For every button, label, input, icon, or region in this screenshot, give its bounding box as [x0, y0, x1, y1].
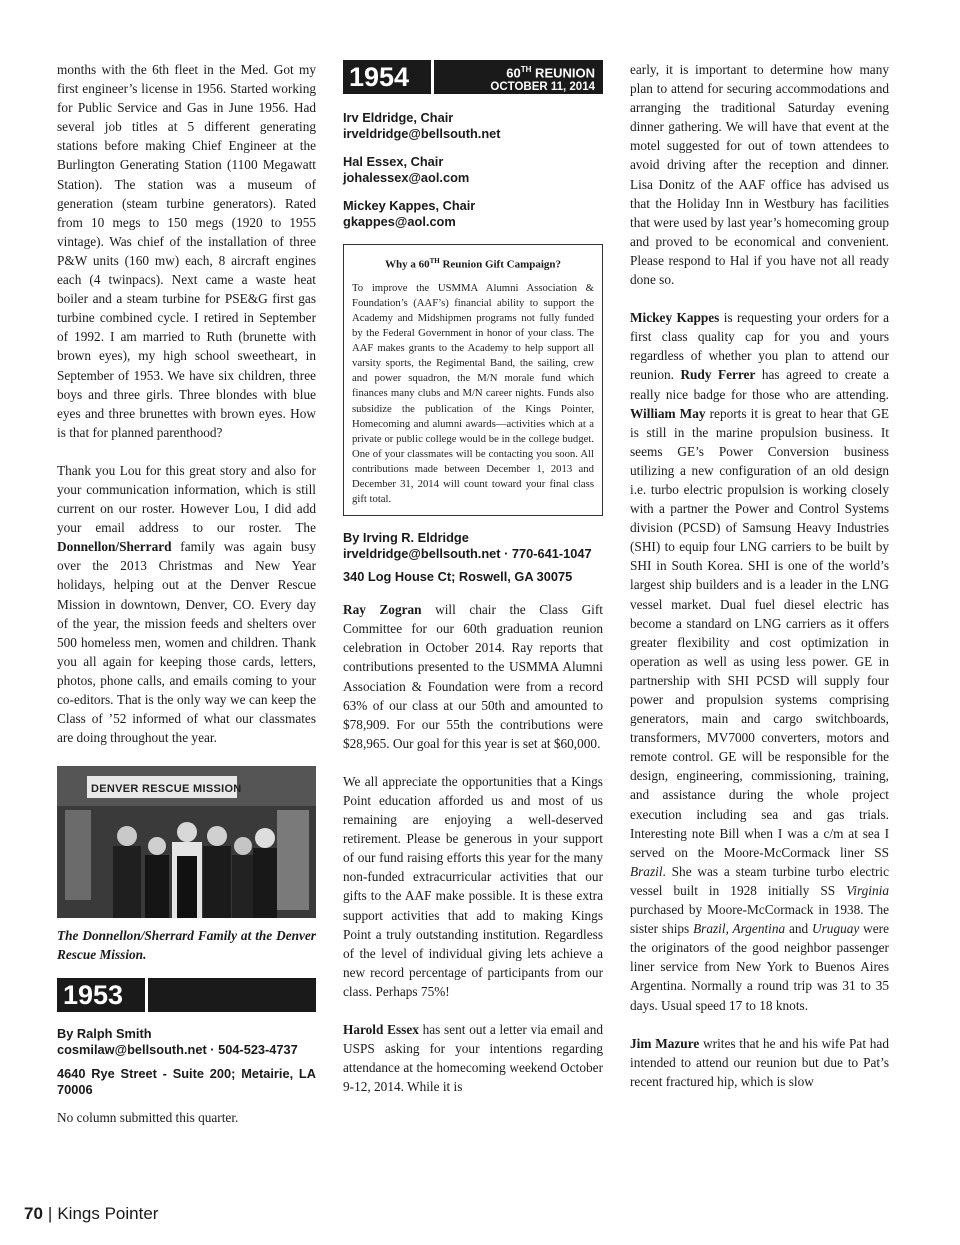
paragraph: months with the 6th fleet in the Med. Got my first engineer’s license in 1956. Started working for Public Service and Gas in June 1956. Had several job titles at 5 different generating stations before making Chief Engineer at the Burlington Generating Station (1100 Megawatt Station). The station was a museum of generation (steam turbine generators). Rated from 10 megs to 150 megs (1920 to 1955 vintage). Was chief of the installation of three P&W units (160 mw) each, 8 aircraft engines each (4 twinpacs). Next came a waste heat boiler and a steam turbine for PSE&G first gas turbine combined cycle. I retired in September of 1992. I am married to Ruth (brunette with brown eyes), my high school sweetheart, in September of 1953. We have six children, three boys and three girls. Three blondes with blue eyes and three brunettes with brown eyes. How is that for planned parenthood?: [57, 62, 316, 440]
address: 4640 Rye Street - Suite 200; Metairie, LA 70006: [57, 1066, 316, 1098]
person-name: Ray Zogran: [343, 602, 422, 618]
paragraph: Jim Mazure writes that he and his wife Pat had intended to attend our reunion but due to Pat’s recent fractured hip, which is slow: [630, 1035, 889, 1089]
person-name: William May: [630, 405, 706, 421]
ship-name: Uruguay: [812, 921, 860, 937]
paragraph: early, it is important to determine how many plan to attend for securing accommodations and arranging the traditional Saturday evening dinner gathering. We will have that event at the motel suggested for out of town attendees to avoid driving after the reception and dinner. Lisa Donitz of the AAF office has advised us that the Holiday Inn in Westbury has facilities that were used by last year’s homecoming group and proved to be economical and convenient. Please respond to Hal if you have not all ready done so.: [630, 62, 889, 288]
reunion-banner: [434, 60, 603, 94]
paragraph: Mickey Kappes is requesting your orders for a first class quality cap for you and yours regardless of whether you plan to attend our reunion. Rudy Ferrer has agreed to create a really nice badge for those who are attending. William May reports it is great to hear that GE is still in the marine propulsion business. It seems GE’s Power Conversion business utilizing a new configuration of an old design i.e. turbo electric propulsion is working closely with a partner the Power and Control Systems division (PCSD) of Samsung Heavy Industries (SHI) to equip four LNG carriers to be built by SHI in South Korea. SHI is one of the world’s largest ship builders and is a leader in the LNG vessel market. Dual fuel diesel electric has become a standard on LNG carriers as it offers greater flexibility and cost optimization in operation as well as using less power. GE in partnership with SHI PCSD will supply four power and propulsion systems comprising generators, main and cargo switchboards, transformers, MV7000 converters, motors and remote control. GE will be responsible for the design, engineering, commissioning, training, and assistance during the whole project execution including sea and gas trials. Interesting note Bill when I was a c/m at sea I served on the Moore-McCormack liner SS Brazil. She was a steam turbine turbo electric vessel built in 1928 initially SS Virginia purchased by Moore-McCormack in 1938. The sister ships Brazil, Argentina and Uruguay were the originators of the good neighbor passenger liner service from New York to Buenos Aires Argentina. Normally a round trip was 31 to 35 days. Usual speed 17 to 18 knots.: [630, 310, 889, 1013]
person-name: Harold Essex: [343, 1022, 419, 1038]
byline: By Irving R. Eldridge: [343, 530, 469, 546]
photo-sign-text: DENVER RESCUE MISSION: [91, 783, 242, 796]
byline: By Ralph Smith: [57, 1026, 152, 1042]
column-3: [630, 60, 889, 1110]
header-bar: [148, 978, 316, 1012]
email-link[interactable]: johalessex@aol.com: [343, 170, 470, 185]
email-link[interactable]: gkappes@aol.com: [343, 214, 456, 229]
column-note: No column submitted this quarter.: [57, 1110, 239, 1126]
reunion-date: OCTOBER 11, 2014: [490, 81, 595, 94]
gift-box-title: Why a 60TH Reunion Gift Campaign?: [384, 257, 562, 271]
email-link[interactable]: irveldridge@bellsouth.net: [343, 126, 501, 141]
publication-name: Kings Pointer: [57, 1204, 159, 1223]
class-year: 1953: [57, 978, 145, 1012]
class-header-1954: [343, 60, 603, 94]
ship-name: Virginia: [846, 882, 889, 898]
class-year: 1954: [343, 60, 431, 94]
person-name: Donnellon/Sherrard: [57, 539, 172, 555]
chair-entry: Irv Eldridge, Chair irveldridge@bellsouth.net: [343, 110, 603, 142]
gift-campaign-box: [343, 244, 603, 516]
ship-name: Brazil: [630, 863, 663, 879]
column-1: [57, 60, 316, 1127]
contact-info: irveldridge@bellsouth.net · 770-641-1047: [343, 546, 592, 562]
ship-name: Brazil, Argentina: [693, 921, 786, 937]
paragraph: Harold Essex has sent out a letter via email and USPS asking for your intentions regarding attendance at the homecoming weekend October 9-12, 2014. While it is: [343, 1022, 603, 1095]
contact-info: cosmilaw@bellsouth.net · 504-523-4737: [57, 1042, 298, 1058]
class-header-1953: [57, 978, 316, 1012]
paragraph: Thank you Lou for this great story and also for your communication information, which is still current on our roster. However Lou, I did add your email address to our roster. The Donnellon/Sherrard family was again busy over the 2013 Christmas and New Year holidays, helping out at the Denver Rescue Mission in downtown, Denver, CO. Every day of the year, the mission feeds and shelters over 500 homeless men, women and children. Thank you all again for keeping those cards, letters, photos, phone calls, and emails coming to your co-editors. That is the only way we can keep the Class of ’52 informed of what our classmates are doing throughout the year.: [57, 462, 316, 746]
chair-entry: Hal Essex, Chair johalessex@aol.com: [343, 154, 603, 186]
chair-entry: Mickey Kappes, Chair gkappes@aol.com: [343, 198, 603, 230]
person-name: Jim Mazure: [630, 1035, 700, 1051]
page-footer: [24, 1204, 158, 1224]
address: 340 Log House Ct; Roswell, GA 30075: [343, 569, 573, 585]
footer-separator: |: [47, 1204, 53, 1223]
photo-caption: The Donnellon/Sherrard Family at the Denver Rescue Mission.: [57, 928, 316, 963]
paragraph: Ray Zogran will chair the Class Gift Committee for our 60th graduation reunion celebration in October 2014. Ray reports that contributions presented to the USMMA Alumni Association & Foundation were from a record 63% of our class at our 50th and amounted to $78,909. For our 55th the contributions were $28,965. Our goal for this year is set at $60,000.: [343, 602, 604, 751]
gift-box-body: To improve the USMMA Alumni Association & Foundation’s (AAF’s) financial ability to support the Academy and Midshipmen programs not fully funded by the Federal Government in honor of your class. The AAF makes grants to the Academy to help support all varsity sports, the Regimental Band, the sailing, crew and power squadron, the M/N morale fund which finances many clubs and M/N career nights. Funds also subsidize the publication of the Kings Pointer, Homecoming and alumni awards—activities which at a private or public college would be in the college budget. One of your classmates will be contacting you soon. All contributions made between December 1, 2013 and December 31, 2014 will count toward your final class gift total.: [352, 281, 594, 506]
reunion-title: 60TH REUNION: [506, 65, 595, 81]
page-number: 70: [24, 1204, 43, 1223]
person-name: Rudy Ferrer: [680, 367, 756, 383]
paragraph: We all appreciate the opportunities that a Kings Point education afforded us and most of us remaining are enjoying a well-deserved retirement. Please be generous in your support of our fund raising efforts this year for the many non-funded extracurricular activities that our gifts to the AAF make possible. It is these extra support activities that add to making Kings Point a truly outstanding institution. Regardless of the level of individual giving lets achieve a new record percentage of participants from our class. Perhaps 75%!: [343, 773, 603, 999]
family-photo: [57, 766, 316, 918]
column-2: [343, 60, 603, 1115]
person-name: Mickey Kappes: [630, 310, 720, 326]
